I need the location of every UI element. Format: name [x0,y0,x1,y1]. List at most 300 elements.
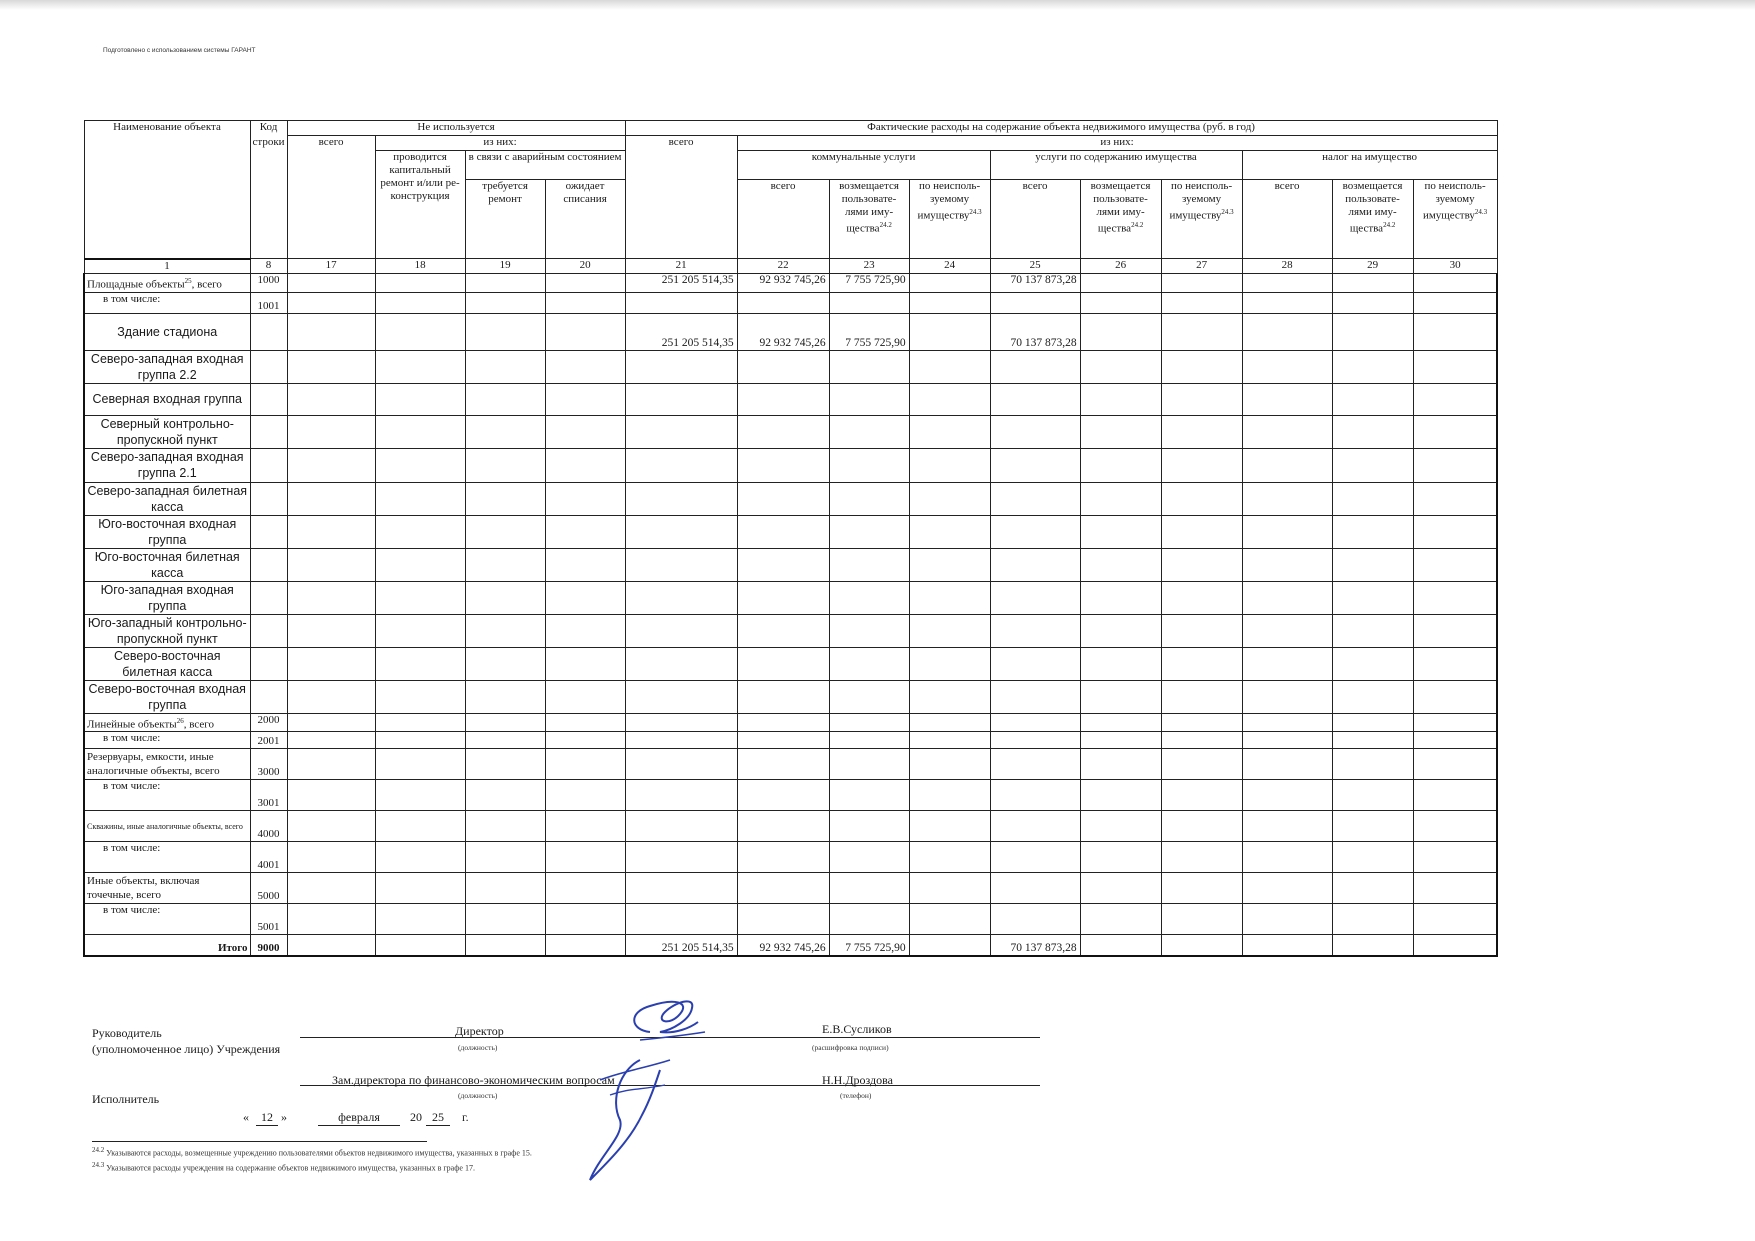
cell-18 [375,350,465,383]
cell-26 [1080,482,1161,515]
cell-19 [465,647,545,680]
object-name: Скважины, иные аналогичные объекты, всего [84,811,250,842]
cell-22 [737,647,829,680]
cell-21 [625,732,737,749]
cell-17 [287,581,375,614]
object-name: Северо-восточная билетная касса [84,647,250,680]
cell-27 [1161,680,1242,713]
object-name: в том числе: [84,292,250,313]
cell-21: 251 205 514,35 [625,313,737,350]
cell-24 [909,548,990,581]
header-actual-expenses: Фактические расходы на содержание объекта недвижимого имущества (руб. в год) [625,121,1497,136]
head-label-1: Руководитель [92,1026,162,1040]
cell-23 [829,350,909,383]
object-name: Линейные объекты$^{26}$, всего [84,713,250,732]
cell-21: 251 205 514,35 [625,273,737,292]
cell-18 [375,273,465,292]
cell-29 [1332,482,1413,515]
head-position: Директор [455,1024,504,1038]
cell-24 [909,292,990,313]
cell-21 [625,614,737,647]
cell-18 [375,313,465,350]
table-row [84,935,1497,957]
header-awaits-writeoff: ожидает списания [545,180,625,259]
cell-27 [1161,904,1242,935]
cell-26 [1080,448,1161,482]
cell-30 [1413,732,1497,749]
header-name: Наименование объекта [84,121,250,136]
cell-22 [737,713,829,732]
cell-25 [990,749,1080,780]
cell-19 [465,680,545,713]
cell-17 [287,383,375,415]
table-row [84,780,1497,811]
table-row [84,842,1497,873]
cell-19 [465,548,545,581]
header-tax-reimbursed: возмещается пользовате-лями иму-щества$^{24.2}$ [1332,180,1413,259]
cell-28 [1242,548,1332,581]
cell-19 [465,713,545,732]
cell-22: 92 932 745,26 [737,935,829,957]
cell-29 [1332,935,1413,957]
cell-24 [909,614,990,647]
row-code: 1000 [250,273,287,292]
cell-27 [1161,292,1242,313]
cell-18 [375,515,465,548]
cell-23 [829,515,909,548]
cell-27 [1161,647,1242,680]
row-code [250,515,287,548]
cell-26 [1080,273,1161,292]
cell-18 [375,713,465,732]
executor-label: Исполнитель [92,1092,160,1106]
cell-19 [465,383,545,415]
cell-18 [375,935,465,957]
cell-22 [737,749,829,780]
object-name: Северный контрольно-пропускной пункт [84,415,250,448]
object-name: в том числе: [84,842,250,873]
cell-20 [545,935,625,957]
cell-30 [1413,647,1497,680]
cell-18 [375,780,465,811]
header-maintenance-reimbursed: возмещается пользовате-лями иму-щества$^{24.2}$ [1080,180,1161,259]
cell-29 [1332,313,1413,350]
cell-21 [625,581,737,614]
table-row [84,313,1497,350]
cell-27 [1161,415,1242,448]
header-utilities-total: всего [737,180,829,259]
cell-20 [545,350,625,383]
cell-26 [1080,811,1161,842]
cell-24 [909,647,990,680]
row-code [250,415,287,448]
cell-24 [909,749,990,780]
cell-25 [990,680,1080,713]
cell-20 [545,548,625,581]
cell-27 [1161,935,1242,957]
cell-19 [465,482,545,515]
object-name: Северо-западная входная группа 2.2 [84,350,250,383]
table-row [84,548,1497,581]
row-code: 5000 [250,873,287,904]
cell-28 [1242,350,1332,383]
head-name: Е.В.Сусликов [822,1022,892,1036]
cell-19 [465,732,545,749]
cell-18 [375,749,465,780]
cell-21 [625,292,737,313]
cell-23 [829,749,909,780]
cell-17 [287,647,375,680]
cell-20 [545,313,625,350]
cell-24 [909,350,990,383]
cell-28 [1242,581,1332,614]
cell-21 [625,515,737,548]
cell-27 [1161,614,1242,647]
cell-28 [1242,448,1332,482]
head-label-2: (уполномоченное лицо) Учреждения [92,1042,281,1056]
cell-26 [1080,647,1161,680]
object-name: Итого [84,935,250,957]
date-month: февраля [318,1110,400,1126]
cell-28 [1242,647,1332,680]
footnote-24-2: $^{24.2}$ Указываются расходы, возмещенные учреждению пользователями объектов недвижимого имущества, указанных в графе 15. [92,1146,532,1158]
cell-27 [1161,548,1242,581]
column-number: 19 [465,259,545,274]
cell-23 [829,415,909,448]
cell-27 [1161,350,1242,383]
cell-28 [1242,313,1332,350]
cell-20 [545,482,625,515]
cell-26 [1080,904,1161,935]
cell-27 [1161,383,1242,415]
cell-28 [1242,415,1332,448]
scan-edge [0,0,1755,10]
cell-25 [990,904,1080,935]
cell-20 [545,273,625,292]
cell-23 [829,292,909,313]
table-row [84,811,1497,842]
cell-28 [1242,811,1332,842]
expenses-table [83,120,1498,957]
cell-25: 70 137 873,28 [990,273,1080,292]
object-name: Площадные объекты$^{25}$, всего [84,273,250,292]
row-code: 4000 [250,811,287,842]
cell-24 [909,448,990,482]
cell-24 [909,680,990,713]
column-number: 24 [909,259,990,274]
cell-29 [1332,581,1413,614]
cell-24 [909,811,990,842]
header-tax-unused: по неисполь-зуемому имуществу$^{24.3}$ [1413,180,1497,259]
cell-19 [465,350,545,383]
table-row [84,292,1497,313]
cell-24 [909,713,990,732]
table-row [84,873,1497,904]
cell-27 [1161,581,1242,614]
cell-29 [1332,548,1413,581]
cell-27 [1161,732,1242,749]
cell-27 [1161,873,1242,904]
cell-19 [465,873,545,904]
cell-23 [829,581,909,614]
cell-17 [287,811,375,842]
table-row [84,581,1497,614]
cell-24 [909,873,990,904]
cell-29 [1332,811,1413,842]
table-row [84,647,1497,680]
object-name: Юго-западный контрольно-пропускной пункт [84,614,250,647]
cell-18 [375,904,465,935]
cell-29 [1332,292,1413,313]
cell-19 [465,842,545,873]
cell-29 [1332,904,1413,935]
header-property-tax: налог на имущество [1242,151,1497,180]
cell-29 [1332,842,1413,873]
cell-25 [990,383,1080,415]
cell-19 [465,273,545,292]
cell-24 [909,313,990,350]
row-code: 5001 [250,904,287,935]
cell-25 [990,647,1080,680]
table-row [84,515,1497,548]
cell-30 [1413,780,1497,811]
cell-25 [990,415,1080,448]
table-row [84,383,1497,415]
cell-29 [1332,732,1413,749]
column-number: 23 [829,259,909,274]
cell-18 [375,811,465,842]
cell-24 [909,732,990,749]
cell-30 [1413,842,1497,873]
cell-25 [990,581,1080,614]
cell-17 [287,614,375,647]
cell-28 [1242,780,1332,811]
cell-28 [1242,273,1332,292]
cell-28 [1242,713,1332,732]
cell-23: 7 755 725,90 [829,935,909,957]
executor-position: Зам.директора по финансово-экономическим вопросам [332,1073,615,1087]
table-row [84,482,1497,515]
cell-26 [1080,680,1161,713]
cell-27 [1161,448,1242,482]
cell-17 [287,292,375,313]
cell-22 [737,515,829,548]
cell-21 [625,713,737,732]
cell-21 [625,904,737,935]
cell-25 [990,515,1080,548]
object-name: Юго-восточная входная группа [84,515,250,548]
column-number: 18 [375,259,465,274]
object-name: Юго-западная входная группа [84,581,250,614]
object-name: Юго-восточная билетная касса [84,548,250,581]
date-day: 12 [256,1110,278,1126]
cell-28 [1242,749,1332,780]
cell-19 [465,313,545,350]
header-expenses-total: всего [625,136,737,151]
object-name: в том числе: [84,904,250,935]
cell-30 [1413,313,1497,350]
cell-29 [1332,873,1413,904]
cell-22 [737,873,829,904]
cell-22 [737,680,829,713]
cell-18 [375,548,465,581]
row-code: 3001 [250,780,287,811]
cell-30 [1413,515,1497,548]
cell-23 [829,448,909,482]
table-row [84,904,1497,935]
cell-20 [545,415,625,448]
cell-26 [1080,313,1161,350]
cell-29 [1332,273,1413,292]
cell-18 [375,842,465,873]
cell-26 [1080,780,1161,811]
row-code: 2001 [250,732,287,749]
cell-26 [1080,749,1161,780]
column-number: 29 [1332,259,1413,274]
column-number: 22 [737,259,829,274]
cell-17 [287,935,375,957]
cell-26 [1080,350,1161,383]
cell-22 [737,292,829,313]
cell-30 [1413,749,1497,780]
cell-19 [465,448,545,482]
cell-19 [465,749,545,780]
table-row [84,415,1497,448]
cell-26 [1080,515,1161,548]
cell-18 [375,680,465,713]
cell-17 [287,904,375,935]
cell-24 [909,515,990,548]
cell-30 [1413,482,1497,515]
row-code [250,313,287,350]
cell-28 [1242,732,1332,749]
cell-30 [1413,904,1497,935]
cell-24 [909,935,990,957]
cell-17 [287,713,375,732]
cell-20 [545,904,625,935]
cell-21 [625,383,737,415]
cell-30 [1413,614,1497,647]
cell-22: 92 932 745,26 [737,313,829,350]
cell-20 [545,749,625,780]
table-row [84,732,1497,749]
cell-24 [909,383,990,415]
object-name: Здание стадиона [84,313,250,350]
table-body [84,273,1497,956]
cell-24 [909,904,990,935]
header-tax-total: всего [1242,180,1332,259]
cell-26 [1080,614,1161,647]
header-code-1: Код [250,121,287,136]
row-code: 9000 [250,935,287,957]
head-position-caption: (должность) [458,1043,498,1052]
cell-30 [1413,935,1497,957]
date-close: » [281,1110,287,1124]
cell-28 [1242,680,1332,713]
cell-22 [737,482,829,515]
cell-24 [909,842,990,873]
cell-26 [1080,548,1161,581]
object-name: Северо-западная входная группа 2.1 [84,448,250,482]
cell-24 [909,273,990,292]
row-code [250,581,287,614]
cell-21 [625,548,737,581]
header-emergency: в связи с аварийным состоянием [465,151,625,180]
cell-20 [545,448,625,482]
cell-27 [1161,313,1242,350]
cell-27 [1161,273,1242,292]
cell-23: 7 755 725,90 [829,313,909,350]
cell-20 [545,647,625,680]
object-name: Резервуары, емкости, иные аналогичные объекты, всего [84,749,250,780]
cell-23 [829,482,909,515]
cell-23 [829,780,909,811]
cell-19 [465,935,545,957]
cell-25 [990,448,1080,482]
row-code [250,383,287,415]
cell-30 [1413,273,1497,292]
cell-25 [990,842,1080,873]
cell-21 [625,749,737,780]
header-not-used: Не используется [287,121,625,136]
cell-24 [909,482,990,515]
column-number: 30 [1413,259,1497,274]
header-repair-needed: требуется ремонт [465,180,545,259]
cell-28 [1242,935,1332,957]
cell-23 [829,614,909,647]
cell-30 [1413,680,1497,713]
footnote-24-3: $^{24.3}$ Указываются расходы учреждения на содержание объектов недвижимого имущества, указанных в графе 17. [92,1161,475,1173]
column-number: 17 [287,259,375,274]
cell-28 [1242,614,1332,647]
cell-26 [1080,935,1161,957]
object-name: в том числе: [84,732,250,749]
cell-17 [287,313,375,350]
cell-21 [625,350,737,383]
cell-18 [375,614,465,647]
header-utilities-unused: по неисполь-зуемому имуществу$^{24.3}$ [909,180,990,259]
cell-21 [625,873,737,904]
cell-21: 251 205 514,35 [625,935,737,957]
head-name-caption: (расшифровка подписи) [812,1043,889,1052]
table-row [84,713,1497,732]
cell-19 [465,811,545,842]
cell-24 [909,415,990,448]
cell-22 [737,383,829,415]
cell-18 [375,448,465,482]
cell-28 [1242,383,1332,415]
object-name: Северо-западная билетная касса [84,482,250,515]
cell-26 [1080,383,1161,415]
cell-21 [625,448,737,482]
header-utilities: коммунальные услуги [737,151,990,180]
cell-17 [287,548,375,581]
column-number: 8 [250,259,287,274]
cell-22 [737,732,829,749]
column-number: 27 [1161,259,1242,274]
cell-18 [375,732,465,749]
cell-18 [375,647,465,680]
header-maintenance-unused: по неисполь-зуемому имуществу$^{24.3}$ [1161,180,1242,259]
cell-20 [545,811,625,842]
cell-28 [1242,873,1332,904]
cell-25 [990,873,1080,904]
cell-19 [465,780,545,811]
cell-17 [287,273,375,292]
cell-27 [1161,811,1242,842]
cell-20 [545,515,625,548]
header-of-them: из них: [375,136,625,151]
